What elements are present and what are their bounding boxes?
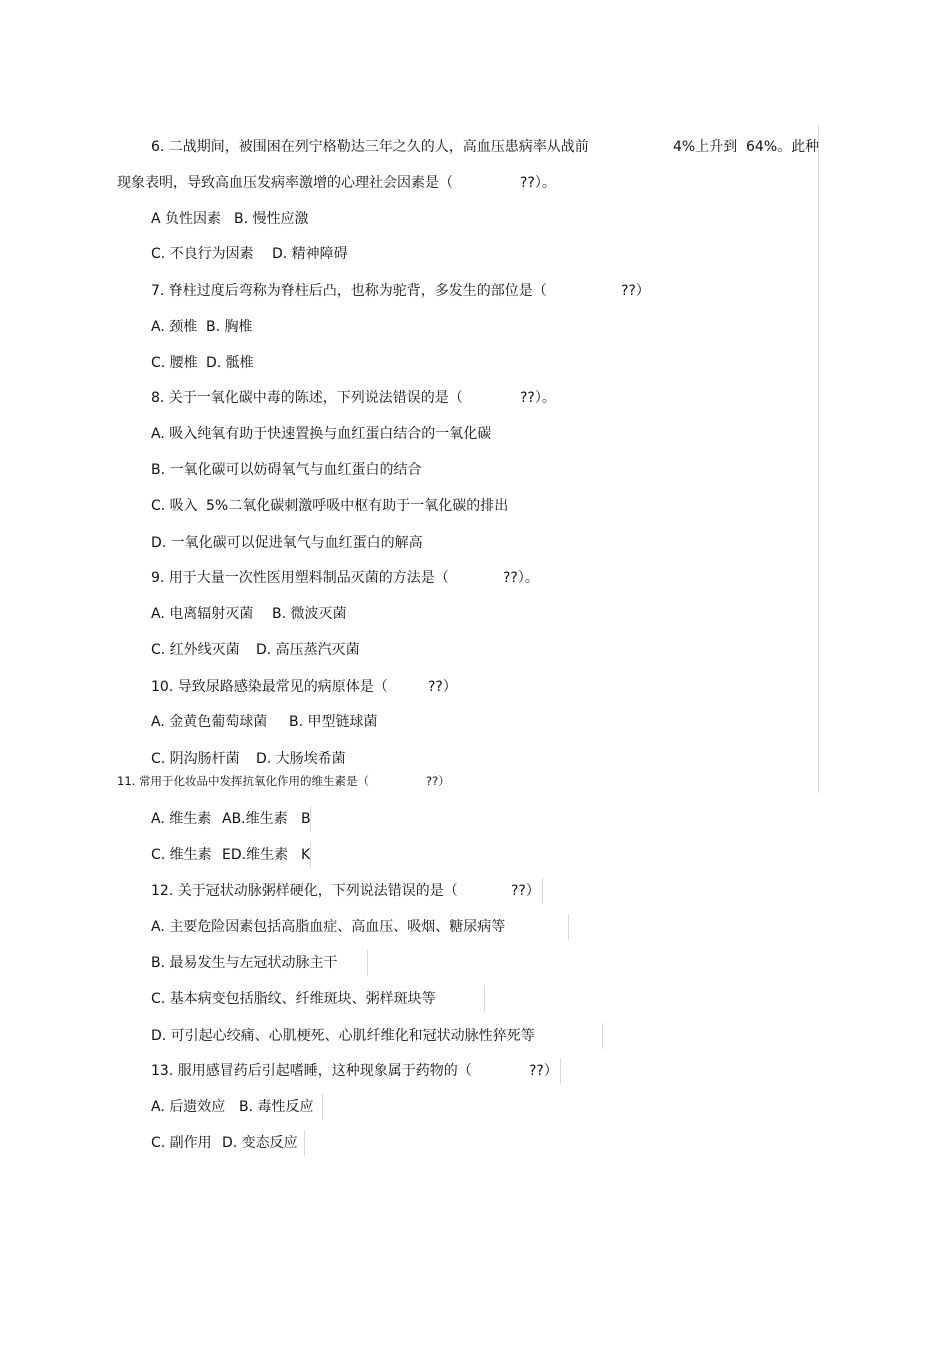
option-a: A. 吸入纯氧有助于快速置换与血红蛋白结合的一氧化碳 <box>151 426 492 442</box>
cell-edge-rule <box>310 842 311 868</box>
option-b: B. 甲型链球菌 <box>289 714 378 730</box>
cell-edge-rule <box>602 1023 603 1049</box>
question-12-stem: 12. 关于冠状动脉粥样硬化，下列说法错误的是（ <box>151 883 458 899</box>
cell-edge-rule <box>560 1058 561 1084</box>
option-c: C. 副作用 <box>151 1135 212 1151</box>
question-8-stem: 8. 关于一氧化碳中毒的陈述，下列说法错误的是（ <box>151 390 463 406</box>
question-6-stem-line2: 现象表明，导致高血压发病率激增的心理社会因素是（ <box>117 175 453 191</box>
answer-blank: ??） <box>529 1063 558 1079</box>
option-d: D. 大肠埃希菌 <box>256 751 346 767</box>
option-c: C. 吸入 <box>151 498 198 514</box>
option-a: A. 主要危险因素包括高脂血症、高血压、吸烟、糖尿病等 <box>151 919 506 935</box>
cell-edge-rule <box>367 950 368 976</box>
option-a: A. 金黄色葡萄球菌 <box>151 714 268 730</box>
option-a: A. 维生素 <box>151 811 212 827</box>
question-13-stem: 13. 服用感冒药后引起嗜睡，这种现象属于药物的（ <box>151 1063 472 1079</box>
cell-edge-rule <box>542 878 543 904</box>
option-c: C. 腰椎 <box>151 355 198 371</box>
answer-blank: ??）。 <box>503 570 539 586</box>
option-d: D. 可引起心绞痛、心肌梗死、心肌纤维化和冠状动脉性猝死等 <box>151 1028 535 1044</box>
option-c: C. 基本病变包括脂纹、纤维斑块、粥样斑块等 <box>151 991 436 1007</box>
option-b: B. 一氧化碳可以妨碍氧气与血红蛋白的结合 <box>151 462 422 478</box>
option-a: A 负性因素 <box>151 211 222 227</box>
question-6-stem: 6. 二战期间，被围困在列宁格勒达三年之久的人，高血压患病率从战前 <box>151 139 589 155</box>
option-d: D. 一氧化碳可以促进氧气与血红蛋白的解高 <box>151 535 423 551</box>
option-b: B. 微波灭菌 <box>272 606 347 622</box>
option-d: D. 骶椎 <box>206 355 254 371</box>
option-d: D. 精神障碍 <box>272 246 348 262</box>
option-b-suffix: B <box>301 811 311 827</box>
option-d-suffix: K <box>301 847 311 863</box>
option-a: A. 电离辐射灭菌 <box>151 606 254 622</box>
answer-blank: ??） <box>511 883 540 899</box>
option-c-part: 5%二氧化碳刺激呼吸中枢有助于一氧化碳的排出 <box>206 498 509 514</box>
question-10-stem: 10. 导致尿路感染最常见的病原体是（ <box>151 679 388 695</box>
option-b: B. 毒性反应 <box>239 1099 314 1115</box>
option-c-d: ED.维生素 <box>222 847 289 863</box>
option-b: B. 慢性应激 <box>234 211 309 227</box>
answer-blank: ??）。 <box>520 175 556 191</box>
option-c: C. 维生素 <box>151 847 212 863</box>
question-7-stem: 7. 脊柱过度后弯称为脊柱后凸，也称为驼背，多发生的部位是（ <box>151 283 547 299</box>
option-c: C. 红外线灭菌 <box>151 642 240 658</box>
answer-blank: ??）。 <box>520 390 556 406</box>
page-edge-rule <box>818 125 819 793</box>
option-c: C. 不良行为因素 <box>151 246 254 262</box>
option-a: A. 颈椎 <box>151 319 198 335</box>
question-9-stem: 9. 用于大量一次性医用塑料制品灭菌的方法是（ <box>151 570 449 586</box>
cell-edge-rule <box>568 914 569 940</box>
answer-blank: ??） <box>428 679 457 695</box>
question-6-stem-part: 4%上升到 <box>673 139 738 155</box>
option-d: D. 高压蒸汽灭菌 <box>256 642 360 658</box>
question-6-stem-part: 64%。此种 <box>746 139 820 155</box>
cell-edge-rule <box>484 986 485 1012</box>
question-11-stem: 11. 常用于化妆品中发挥抗氧化作用的维生素是（ <box>117 774 369 788</box>
answer-blank: ??） <box>621 283 650 299</box>
cell-edge-rule <box>304 1130 305 1156</box>
option-b: B. 胸椎 <box>206 319 253 335</box>
option-d: D. 变态反应 <box>222 1135 298 1151</box>
option-b: B. 最易发生与左冠状动脉主干 <box>151 955 338 971</box>
cell-edge-rule <box>310 806 311 832</box>
option-a-b: AB.维生素 <box>222 811 288 827</box>
cell-edge-rule <box>322 1094 323 1120</box>
option-a: A. 后遗效应 <box>151 1099 226 1115</box>
option-c: C. 阴沟肠杆菌 <box>151 751 240 767</box>
answer-blank: ??） <box>426 774 450 788</box>
